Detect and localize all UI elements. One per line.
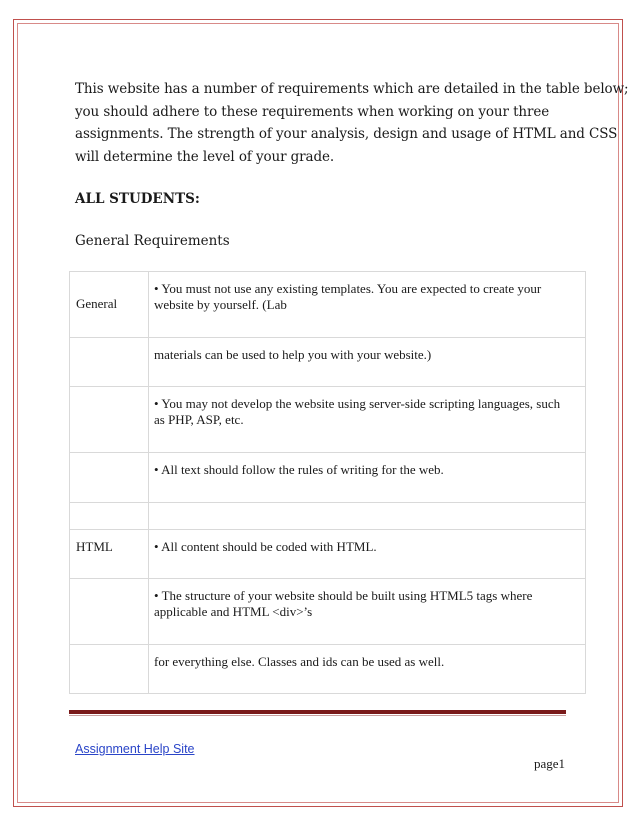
requirement-cell xyxy=(149,387,586,453)
footer-rule-thick xyxy=(69,710,566,714)
table-row xyxy=(70,645,586,694)
requirement-line: as PHP, ASP, etc. xyxy=(154,412,244,427)
category-cell xyxy=(70,503,149,530)
intro-paragraph xyxy=(75,78,629,168)
category-cell xyxy=(70,645,149,694)
table-row xyxy=(70,338,586,387)
requirement-cell xyxy=(149,338,586,387)
category-label: General xyxy=(76,296,118,311)
requirement-line: • You must not use any existing templates. You are expected to create your xyxy=(154,281,542,296)
requirement-cell xyxy=(149,579,586,645)
requirement-line: • All text should follow the rules of writing for the web. xyxy=(154,462,444,477)
table-row xyxy=(70,530,586,579)
requirement-line: website by yourself. (Lab xyxy=(154,297,287,312)
category-cell xyxy=(70,579,149,645)
footer-rule-thin xyxy=(69,715,566,716)
category-cell xyxy=(70,338,149,387)
table-row xyxy=(70,503,586,530)
requirement-line: • All content should be coded with HTML. xyxy=(154,539,377,554)
table-row xyxy=(70,387,586,453)
intro-line: will determine the level of your grade. xyxy=(75,148,335,165)
requirement-line: • You may not develop the website using server-side scripting languages, such xyxy=(154,396,561,411)
intro-line: you should adhere to these requirements when working on your three xyxy=(75,103,550,120)
intro-line: This website has a number of requirements which are detailed in the table below; xyxy=(75,81,629,97)
table-row xyxy=(70,579,586,645)
requirement-cell xyxy=(149,272,586,338)
category-cell xyxy=(70,387,149,453)
requirement-line: • The structure of your website should be built using HTML5 tags where xyxy=(154,588,533,603)
requirement-cell xyxy=(149,453,586,503)
requirement-line: applicable and HTML <div>’s xyxy=(154,604,313,619)
page-number: page1 xyxy=(534,756,566,771)
requirements-table xyxy=(69,271,586,694)
general-requirements-heading: General Requirements xyxy=(75,233,230,249)
assignment-help-link[interactable]: Assignment Help Site xyxy=(75,742,195,756)
requirement-line: for everything else. Classes and ids can be used as well. xyxy=(154,654,445,669)
requirement-cell xyxy=(149,645,586,694)
category-cell xyxy=(70,272,149,338)
intro-line: assignments. The strength of your analysis, design and usage of HTML and CSS xyxy=(75,126,618,142)
table-row xyxy=(70,453,586,503)
category-cell xyxy=(70,530,149,579)
all-students-heading: ALL STUDENTS: xyxy=(75,191,200,207)
category-label: HTML xyxy=(76,539,113,554)
requirement-cell xyxy=(149,530,586,579)
requirement-cell xyxy=(149,503,586,530)
category-cell xyxy=(70,453,149,503)
requirement-line: materials can be used to help you with your website.) xyxy=(154,347,432,362)
table-row xyxy=(70,272,586,338)
